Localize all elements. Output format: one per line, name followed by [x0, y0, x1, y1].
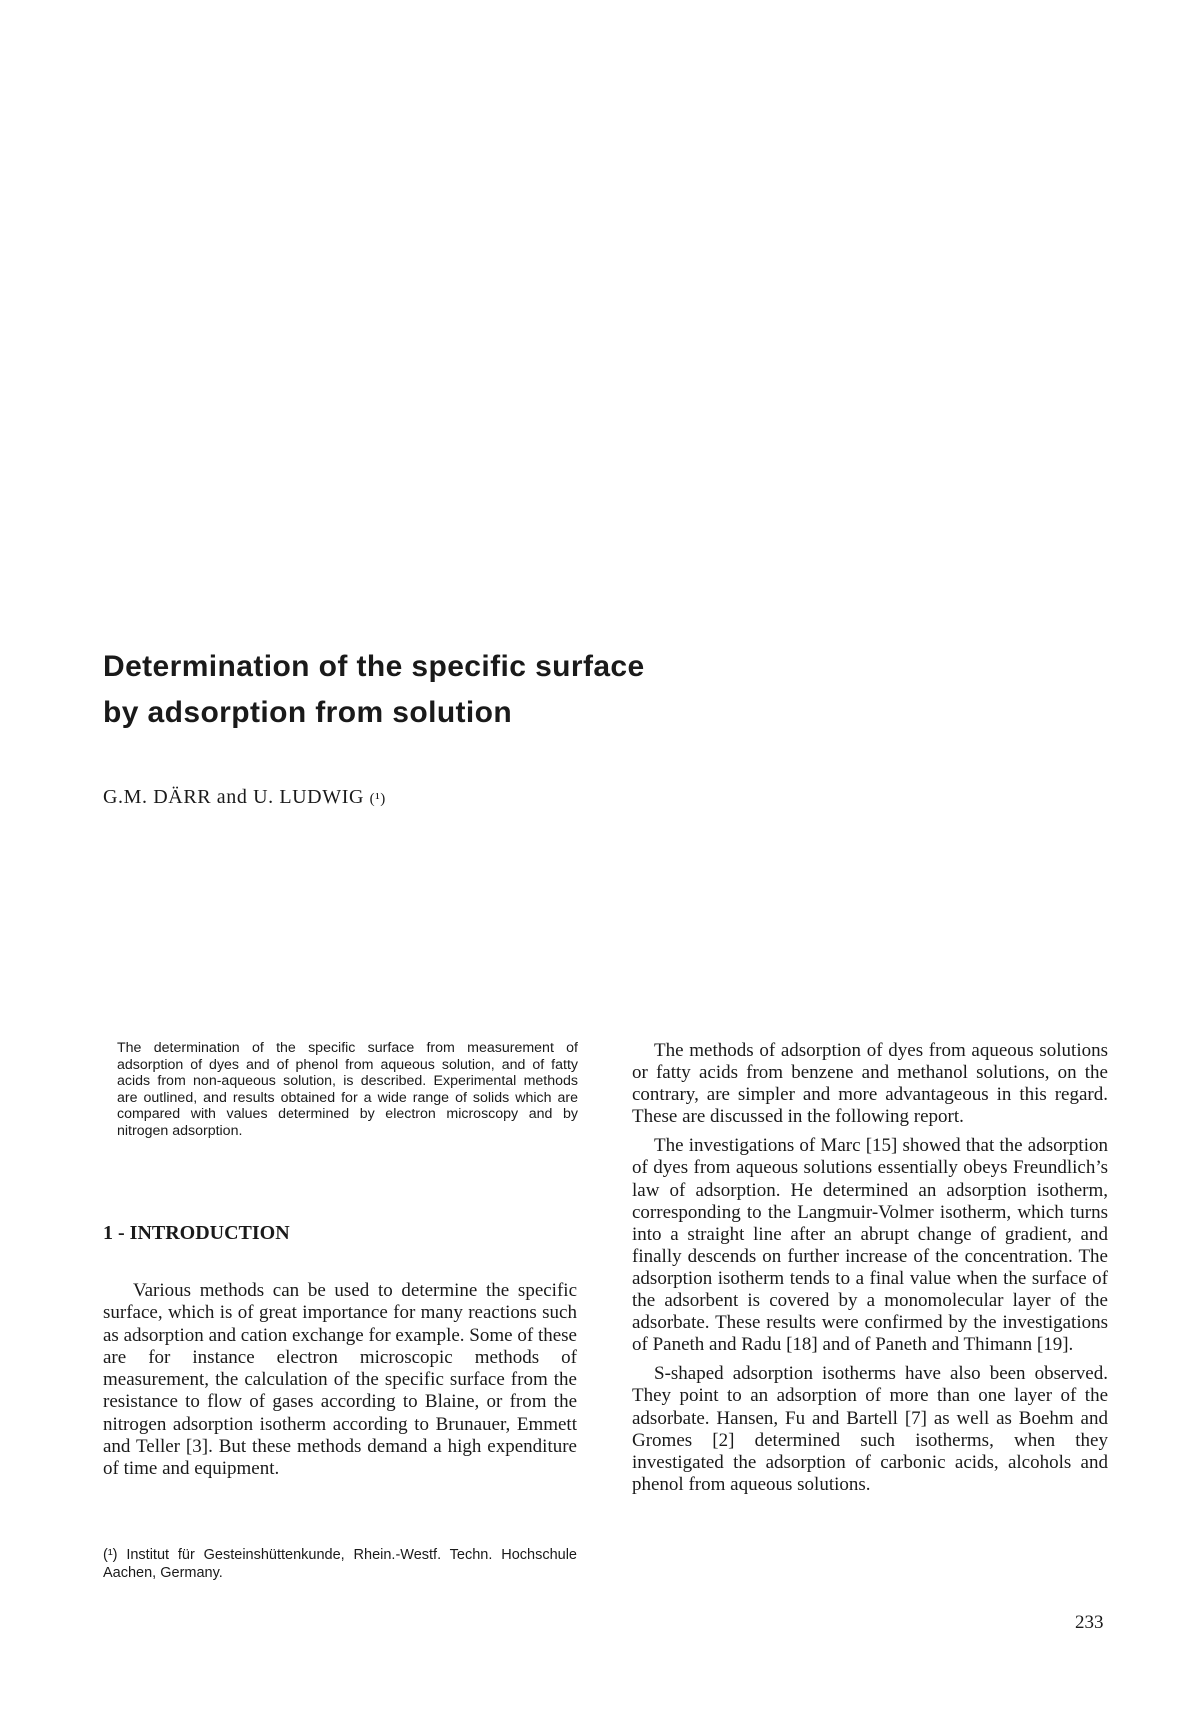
page-number: 233: [1075, 1612, 1104, 1633]
body-paragraph: The investigations of Marc [15] showed that the adsorption of dyes from aqueous solutions essentially obeys Freundlich’s law of adsorption. He determined an adsorption isotherm, corresponding to the Langmuir-Volmer isotherm, which turns into a straight line after an abrupt change of gradient, and finally descends on further increase of the concentration. The adsorption isotherm tends to a final value when the surface of the adsorbent is covered by a monomolecular layer of the adsorbate. These results were confirmed by the investigations of Paneth and Radu [18] and of Paneth and Thimann [19].: [632, 1135, 1108, 1356]
author-line: [103, 786, 386, 809]
section-heading-introduction: 1 - INTRODUCTION: [103, 1222, 290, 1244]
right-column: [632, 1040, 1108, 1503]
body-paragraph: S-shaped adsorption isotherms have also been observed. They point to an adsorption of more than one layer of the adsorbate. Hansen, Fu and Bartell [7] as well as Boehm and Gromes [2] determined such isotherms, when they investigated the adsorption of carbonic acids, alcohols and phenol from aqueous solutions.: [632, 1363, 1108, 1495]
affiliation-footnote: (¹) Institut für Gesteinshüttenkunde, Rhein.-Westf. Techn. Hochschule Aachen, Germany.: [103, 1547, 577, 1581]
introduction-paragraph: Various methods can be used to determine the specific surface, which is of great importance for many reactions such as adsorption and cation exchange for example. Some of these are for instance electron microscopic methods of measurement, the calculation of the specific surface from the resistance to flow of gases according to Blaine, or from the nitrogen adsorption isotherm according to Brunauer, Emmett and Teller [3]. But these methods demand a high expenditure of time and equipment.: [103, 1280, 577, 1480]
author-names: G.M. DÄRR and U. LUDWIG: [103, 786, 364, 808]
abstract: The determination of the specific surface from measurement of adsorption of dyes and of phenol from aqueous solution, and of fatty acids from non-aqueous solution, is described. Experimental methods are outlined, and results obtained for a wide range of solids which are compared with values determined by electron microscopy and by nitrogen adsorption.: [117, 1040, 578, 1139]
paper-title: [103, 644, 803, 736]
paper-title-line-2: by adsorption from solution: [103, 696, 513, 729]
body-paragraph: The methods of adsorption of dyes from aqueous solutions or fatty acids from benzene and methanol solutions, on the contrary, are simpler and more advantageous in this regard. These are discussed in the following report.: [632, 1040, 1108, 1128]
author-footnote-mark: (¹): [369, 791, 386, 807]
paper-title-line-1: Determination of the specific surface: [103, 650, 645, 683]
